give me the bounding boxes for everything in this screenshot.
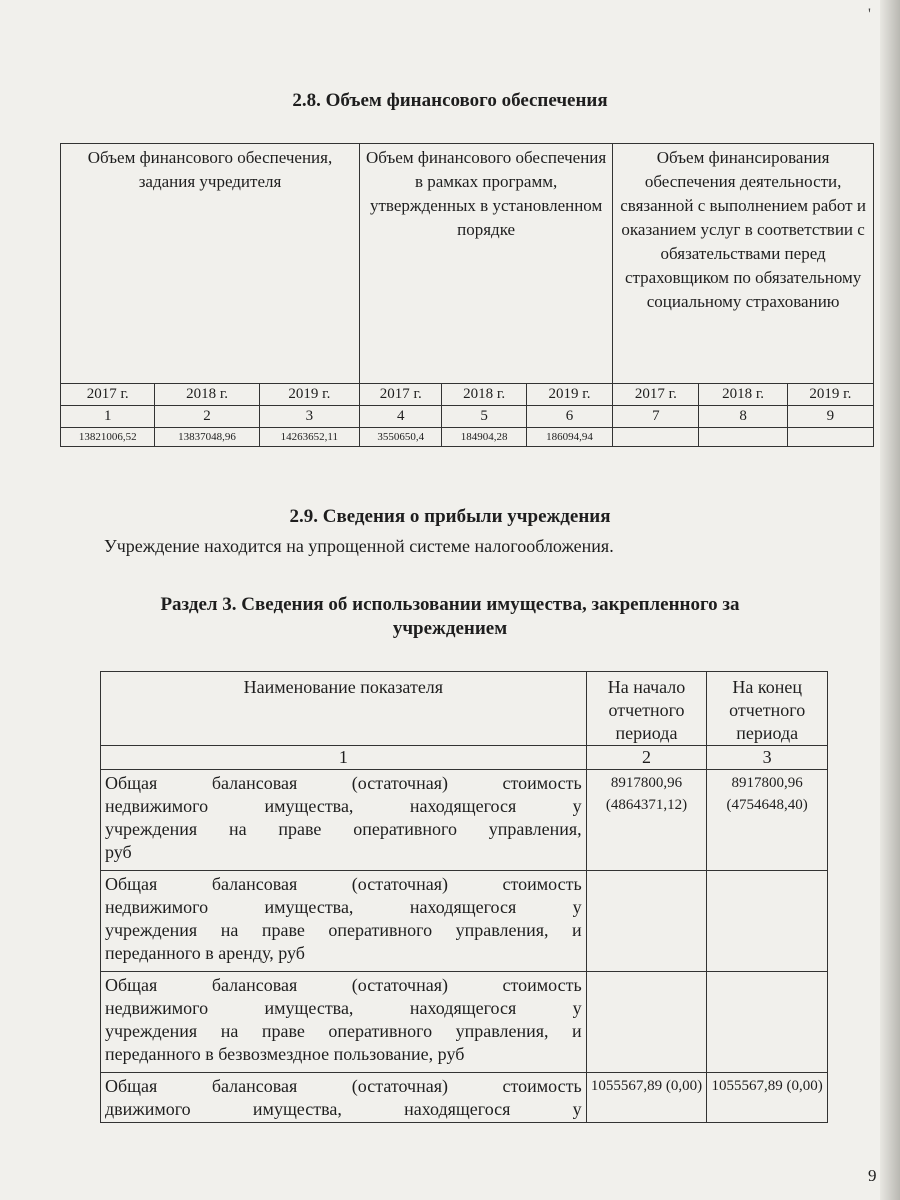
section-28-title: 2.8. Объем финансового обеспечения: [292, 90, 608, 111]
start-value: [586, 871, 707, 972]
column-number: 6: [526, 406, 612, 428]
year-cell: 2018 г.: [699, 384, 787, 406]
value-cell: 184904,28: [442, 428, 526, 447]
corner-mark: ': [868, 6, 871, 23]
start-value: 1055567,89 (0,00): [586, 1073, 707, 1123]
column-number: 4: [360, 406, 442, 428]
financing-header-3: Объем финансирования обеспечения деятельности, связанной с выполнением работ и оказанием услуг в соответствии с обязательствами перед страховщиком по обязательному социальному страхованию: [613, 144, 874, 384]
value-cell: 13821006,52: [61, 428, 155, 447]
table-row: [101, 972, 828, 1073]
end-value: [707, 871, 828, 972]
section-3-title-line1: Раздел 3. Сведения об использовании имущества, закрепленного за: [160, 594, 740, 615]
row-label: Общая балансовая (остаточная) стоимость движимого имущества, находящегося у: [101, 1073, 587, 1123]
financing-header-1: Объем финансового обеспечения, задания учредителя: [61, 144, 360, 384]
property-header-name: Наименование показателя: [101, 672, 587, 746]
start-value: [586, 972, 707, 1073]
column-number: 7: [613, 406, 699, 428]
row-label: Общая балансовая (остаточная) стоимость недвижимого имущества, находящегося у учреждения на праве оперативного управления, руб: [101, 770, 587, 871]
section-29-title: 2.9. Сведения о прибыли учреждения: [289, 506, 611, 527]
page-number: 9: [868, 1166, 877, 1185]
end-value: 1055567,89 (0,00): [707, 1073, 828, 1123]
year-cell: 2017 г.: [61, 384, 155, 406]
start-value: 8917800,96 (4864371,12): [586, 770, 707, 871]
row-label: Общая балансовая (остаточная) стоимость недвижимого имущества, находящегося у учреждения на праве оперативного управления, и переданного в безвозмездное пользование, руб: [101, 972, 587, 1073]
row-label: Общая балансовая (остаточная) стоимость недвижимого имущества, находящегося у учреждения на праве оперативного управления, и переданного в аренду, руб: [101, 871, 587, 972]
year-cell: 2017 г.: [360, 384, 442, 406]
value-cell: 14263652,11: [259, 428, 359, 447]
financing-header-2: Объем финансового обеспечения в рамках программ, утвержденных в установленном порядке: [360, 144, 613, 384]
year-cell: 2019 г.: [526, 384, 612, 406]
column-number: 2: [586, 746, 707, 770]
table-row: [101, 770, 828, 871]
column-number: 2: [155, 406, 259, 428]
year-cell: 2019 г.: [259, 384, 359, 406]
year-cell: 2018 г.: [442, 384, 526, 406]
column-number: 1: [61, 406, 155, 428]
value-cell: [699, 428, 787, 447]
property-table: [100, 671, 828, 1123]
column-number: 9: [787, 406, 873, 428]
column-number: 3: [259, 406, 359, 428]
year-cell: 2017 г.: [613, 384, 699, 406]
property-header-start: На начало отчетного периода: [586, 672, 707, 746]
year-cell: 2019 г.: [787, 384, 873, 406]
financing-table: [60, 143, 874, 447]
tax-note: Учреждение находится на упрощенной системе налогообложения.: [104, 536, 614, 556]
column-number: 1: [101, 746, 587, 770]
value-cell: 13837048,96: [155, 428, 259, 447]
table-row: [101, 871, 828, 972]
value-cell: [787, 428, 873, 447]
section-3-title-line2: учреждением: [392, 618, 508, 639]
property-header-end: На конец отчетного периода: [707, 672, 828, 746]
table-row: [101, 1073, 828, 1123]
end-value: 8917800,96 (4754648,40): [707, 770, 828, 871]
value-cell: [613, 428, 699, 447]
end-value: [707, 972, 828, 1073]
value-cell: 3550650,4: [360, 428, 442, 447]
value-cell: 186094,94: [526, 428, 612, 447]
column-number: 3: [707, 746, 828, 770]
column-number: 8: [699, 406, 787, 428]
column-number: 5: [442, 406, 526, 428]
year-cell: 2018 г.: [155, 384, 259, 406]
